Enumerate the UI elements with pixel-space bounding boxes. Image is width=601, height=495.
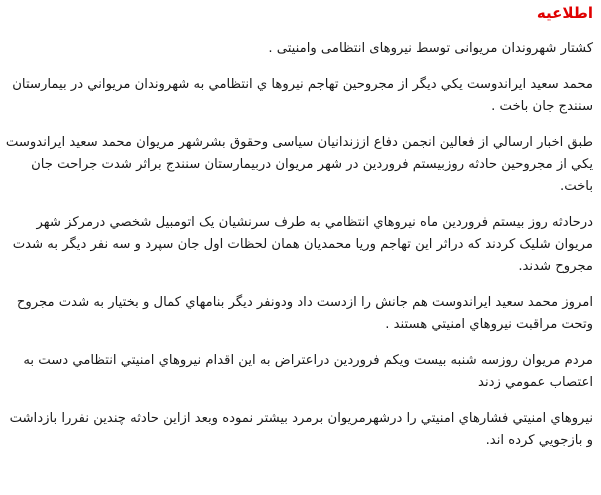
notice-paragraph: محمد سعید ایراندوست یکي دیگر از مجروحین تهاجم نیروها ي انتظامي به شهروندان مریواني در بیمارستان سنندج جان باخت . bbox=[12, 77, 593, 114]
notice-paragraph: امروز محمد سعید ایراندوست هم جانش را ازدست داد ودونفر دیگر بنامهاي کمال و بختیار به شدت مجروح وتحت مراقبت نیروهاي امنیتي هستند . bbox=[16, 295, 593, 332]
notice-paragraph: نیروهاي امنیتي فشارهاي امنیتي را درشهرمریوان برمرد بیشتر نموده وبعد ازاین حادثه چندین نفررا بازداشت و بازجويي کرده اند. bbox=[9, 411, 593, 448]
notice-paragraph: درحادثه روز بیستم فروردین ماه نیروهاي انتظامي به طرف سرنشیان یک اتومبیل شخصي درمرکز شهر مریوان شلیک کردند که دراثر این تهاجم وریا محمدیان همان لحظات اول جان سپرد و سه نفر دیگر به شدت مجروح شدند. bbox=[12, 215, 593, 274]
notice-title: اطلاعیه bbox=[536, 4, 593, 22]
notice-paragraph: طبق اخبار ارسالي از فعالین انجمن دفاع اززندانیان سیاسی وحقوق بشرشهر مریوان محمد سعید ایراندوست یکي از مجروحین حادثه روزبیستم فروردین در شهر مریوان دربیمارستان سنندج براثر شدت جراحت جان باخت. bbox=[5, 135, 593, 194]
notice-paragraph-headline: کشتار شهروندان مریوانی توسط نیروهای انتظامی وامنیتی . bbox=[268, 41, 593, 56]
notice-paragraph: مردم مریوان روزسه شنبه بیست ویکم فروردین دراعتراض به این اقدام نیروهاي امنیتي انتظامي دست به اعتصاب عمومي زدند bbox=[23, 353, 593, 390]
